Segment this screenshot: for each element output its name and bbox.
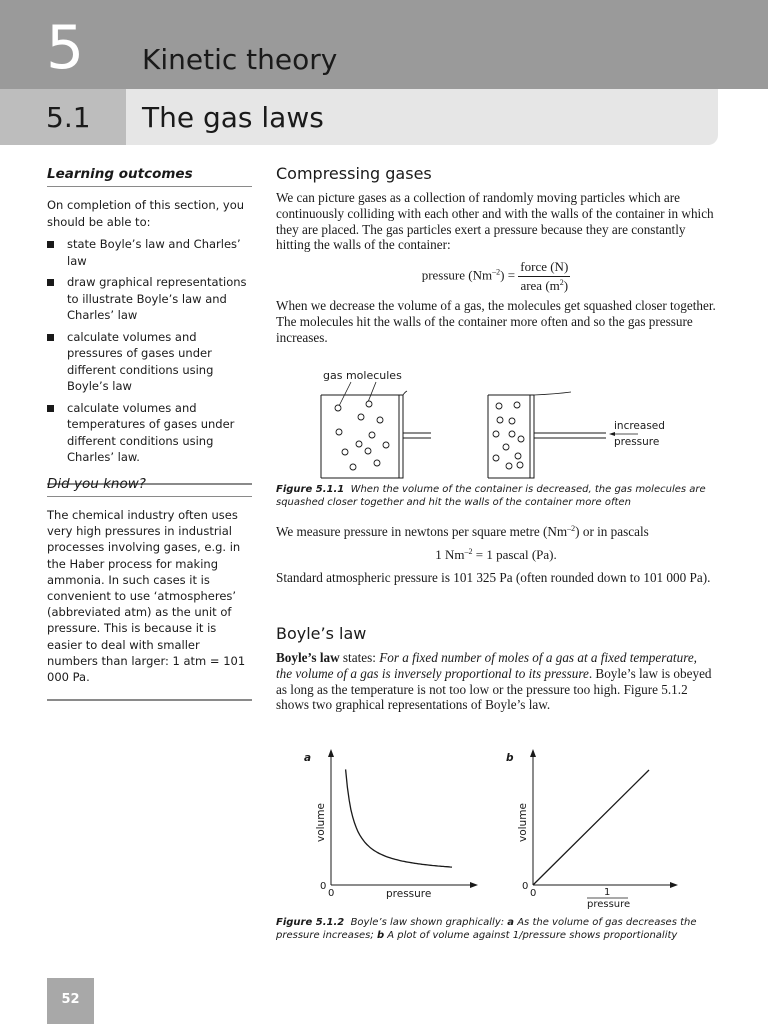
- learning-outcomes-list: [47, 236, 252, 466]
- equation-lhs: pressure (Nm: [421, 267, 493, 283]
- panel-a-x-origin: 0: [328, 888, 335, 899]
- did-you-know-text: The chemical industry often uses very high pressures in industrial processes involving gases, e.g. in the Haber process for making ammonia. In such cases it is convenient to use ‘atmospheres’ (abbreviated atm) as the unit of pressure. This is because it is easier to deal with smaller numbers than larger: 1 atm = 101 000 Pa.: [47, 507, 252, 701]
- panel-a-y-origin: 0: [320, 881, 327, 892]
- panel-a-label: a: [304, 752, 312, 764]
- figure-5-1-2-caption: Figure 5.1.2 Boyle’s law shown graphically: a As the volume of gas decreases the pressure increases; b A plot of volume against 1/pressure shows proportionality: [276, 917, 697, 941]
- list-item: calculate volumes and temperatures of gases under different conditions using Charles’ law.: [47, 400, 252, 466]
- page-number: 52: [47, 978, 94, 1024]
- chapter-number: 5: [46, 13, 85, 83]
- pascal-equation: 1 $Nm^{-2} = 1$ pascal (Pa).: [435, 546, 557, 562]
- gas-molecules-small: [493, 402, 524, 469]
- fraction-denominator: area $(m^2)$: [520, 278, 569, 294]
- boyles-law-section: [276, 623, 716, 713]
- panel-a-x-label: pressure: [386, 888, 432, 900]
- boyles-law-term: Boyle’s law: [276, 650, 340, 665]
- panel-b-y-label: volume: [517, 803, 529, 842]
- pressure-units-section: [276, 524, 716, 586]
- compressing-para-1: We can picture gases as a collection of randomly moving particles which are continuously colliding with each other and with the walls of the container in which they are placed. The gas particles exert a pressure because they are constantly hitting the walls of the container:: [276, 190, 714, 253]
- caption-text: When the volume of the container is decreased, the gas molecules are squashed closer together and hit the walls of the container more often: [276, 484, 706, 508]
- equation-lhs-close: ) =: [500, 267, 516, 283]
- panel-b-x-label-denominator: pressure: [587, 899, 631, 910]
- section-title: The gas laws: [142, 101, 324, 134]
- section-number: 5.1: [46, 101, 91, 134]
- did-you-know-heading: Did you know?: [47, 474, 252, 497]
- label-increased: increased: [614, 420, 665, 432]
- caption-label: Figure 5.1.2: [276, 917, 345, 928]
- chapter-banner: [0, 0, 768, 89]
- panel-b-y-origin: 0: [522, 881, 529, 892]
- gas-molecules-large: [335, 401, 389, 470]
- compressing-para-2: When we decrease the volume of a gas, the molecules get squashed closer together. The molecules hit the walls of the container more often and so the gas pressure increases.: [276, 298, 716, 345]
- panel-b-label: b: [506, 752, 514, 764]
- pressure-equation: [276, 259, 716, 294]
- figure-5-1-1: [276, 362, 716, 482]
- caption-label: Figure 5.1.1: [276, 484, 345, 495]
- equation-lhs-sup: –2: [492, 267, 501, 277]
- learning-outcomes-box: [47, 164, 252, 485]
- boyles-law-statement: For a fixed number of moles of a gas at a fixed temperature, the volume of a gas is inversely proportional to its pressure: [276, 650, 697, 681]
- learning-outcomes-heading: Learning outcomes: [47, 164, 252, 187]
- pressure-units-para: We measure pressure in newtons per square metre $(Nm^{-2})$ or in pascals: [276, 524, 649, 539]
- label-gas-molecules: gas molecules: [323, 369, 402, 382]
- boyles-law-heading: Boyle’s law: [276, 624, 367, 643]
- pointer-line: [368, 382, 376, 402]
- chapter-title: Kinetic theory: [142, 43, 338, 76]
- panel-a-y-label: volume: [315, 803, 327, 842]
- label-pressure: pressure: [614, 436, 660, 448]
- list-item: state Boyle’s law and Charles’ law: [47, 236, 252, 269]
- panel-b-proportional-line: [533, 770, 649, 885]
- figure-5-1-2: [276, 745, 716, 915]
- did-you-know-box: [47, 474, 252, 701]
- compressing-gases-heading: Compressing gases: [276, 164, 432, 183]
- list-item: calculate volumes and pressures of gases under different conditions using Boyle’s law: [47, 329, 252, 395]
- panel-b-x-origin: 0: [530, 888, 537, 899]
- force-over-area-fraction: [518, 259, 570, 294]
- fraction-numerator: force (N): [518, 259, 570, 277]
- compressing-gases-section: [276, 163, 716, 346]
- learning-outcomes-intro: On completion of this section, you should be able to:: [47, 198, 245, 229]
- boyles-law-para: Boyle’s law states: For a fixed number of moles of a gas at a fixed temperature, the volume of a gas is inversely proportional to its pressure. Boyle’s law is obeyed as long as the temperature is not too low or the pressure too high. Figure 5.1.2 shows two graphical representations of Boyle’s law.: [276, 650, 712, 713]
- panel-a-inverse-curve: [346, 769, 452, 867]
- figure-5-1-1-caption: [276, 483, 716, 509]
- panel-b-x-label-numerator: 1: [604, 887, 611, 898]
- atmospheric-pressure-para: Standard atmospheric pressure is 101 325 Pa (often rounded down to 101 000 Pa).: [276, 569, 711, 585]
- list-item: draw graphical representations to illustrate Boyle’s law and Charles’ law: [47, 274, 252, 324]
